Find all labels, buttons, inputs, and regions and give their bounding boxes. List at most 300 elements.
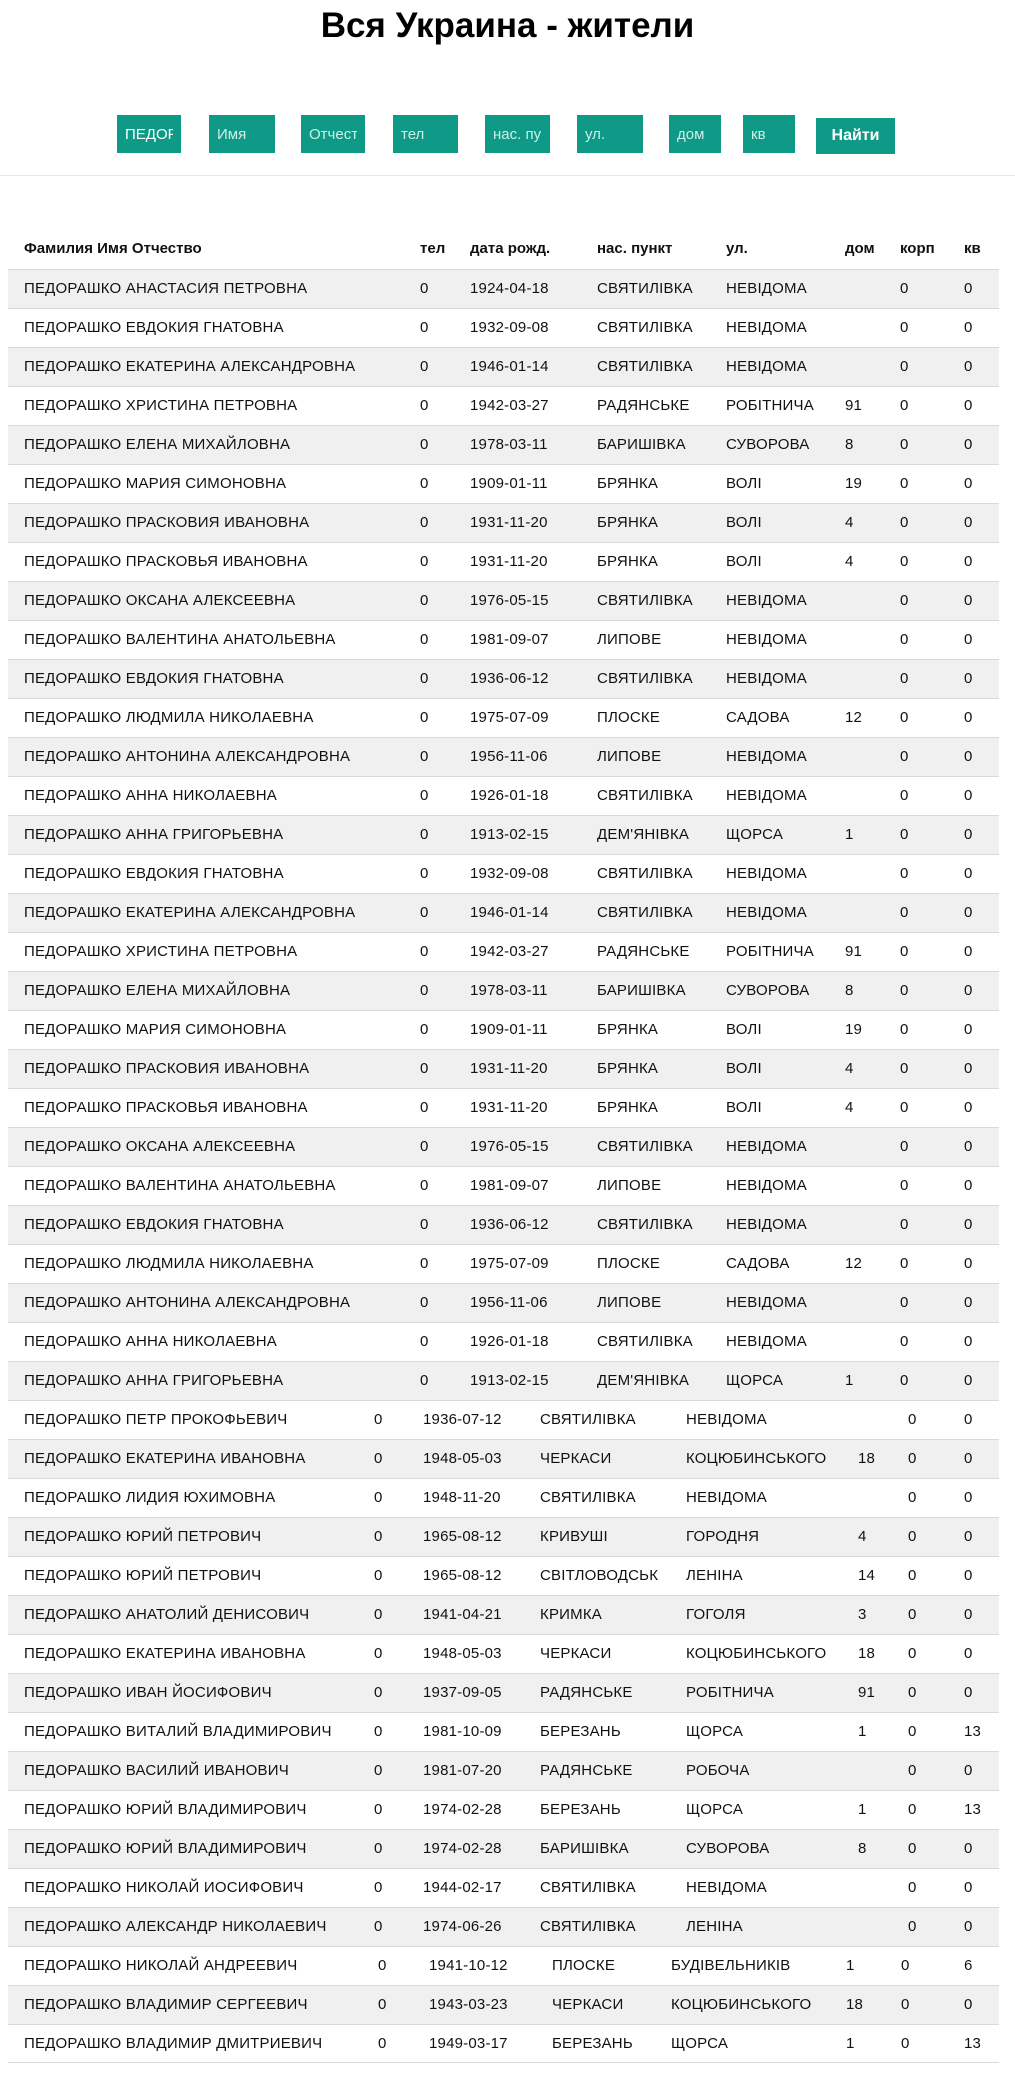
cell-house: 91: [845, 943, 863, 960]
table-row: [8, 308, 999, 347]
cell-fio: ПЕДОРАШКО АНАТОЛИЙ ДЕНИСОВИЧ: [24, 1606, 310, 1623]
cell-house: 1: [845, 1372, 854, 1389]
cell-settlement: СВЯТИЛІВКА: [597, 1138, 693, 1155]
cell-street: КОЦЮБИНСЬКОГО: [686, 1645, 827, 1662]
surname-input[interactable]: [117, 115, 181, 153]
cell-fio: ПЕДОРАШКО ЛИДИЯ ЮХИМОВНА: [24, 1489, 276, 1506]
cell-fio: ПЕДОРАШКО ЛЮДМИЛА НИКОЛАЕВНА: [24, 1255, 314, 1272]
table-row: [8, 1751, 999, 1790]
cell-building: 0: [908, 1528, 917, 1545]
cell-apartment: 0: [964, 1411, 973, 1428]
cell-fio: ПЕДОРАШКО АННА ГРИГОРЬЕВНА: [24, 826, 284, 843]
cell-house: 1: [845, 826, 854, 843]
cell-apartment: 0: [964, 436, 973, 453]
cell-birthdate: 1942-03-27: [470, 397, 549, 414]
results-block-2: [0, 1400, 1015, 1946]
table-row: [8, 1049, 999, 1088]
table-row: [8, 1790, 999, 1829]
cell-street: ГОРОДНЯ: [686, 1528, 760, 1545]
cell-birthdate: 1931-11-20: [470, 1099, 548, 1116]
cell-street: СУВОРОВА: [726, 436, 810, 453]
cell-building: 0: [900, 475, 909, 492]
cell-settlement: РАДЯНСЬКЕ: [597, 397, 690, 414]
cell-birthdate: 1943-03-23: [429, 1996, 508, 2013]
cell-fio: ПЕДОРАШКО ПРАСКОВИЯ ИВАНОВНА: [24, 514, 310, 531]
cell-birthdate: 1936-06-12: [470, 670, 549, 687]
cell-building: 0: [908, 1567, 917, 1584]
house-input[interactable]: [669, 115, 721, 153]
cell-house: 14: [858, 1567, 876, 1584]
cell-street: НЕВІДОМА: [726, 280, 807, 297]
cell-building: 0: [900, 943, 909, 960]
cell-phone: 0: [378, 2035, 387, 2052]
cell-apartment: 0: [964, 280, 973, 297]
cell-street: СУВОРОВА: [726, 982, 810, 999]
cell-birthdate: 1936-07-12: [423, 1411, 502, 1428]
cell-building: 0: [908, 1411, 917, 1428]
cell-building: 0: [900, 592, 909, 609]
cell-settlement: РАДЯНСЬКЕ: [597, 943, 690, 960]
cell-settlement: СВЯТИЛІВКА: [597, 1216, 693, 1233]
cell-settlement: БРЯНКА: [597, 553, 659, 570]
cell-house: 1: [846, 1957, 855, 1974]
cell-street: ЩОРСА: [726, 1372, 784, 1389]
name-input[interactable]: [209, 115, 275, 153]
cell-birthdate: 1909-01-11: [470, 1021, 548, 1038]
cell-birthdate: 1936-06-12: [470, 1216, 549, 1233]
cell-apartment: 0: [964, 1567, 973, 1584]
cell-phone: 0: [374, 1606, 383, 1623]
cell-street: ЩОРСА: [726, 826, 784, 843]
results-table: [0, 230, 1015, 2063]
table-row: [8, 1400, 999, 1439]
cell-street: ВОЛІ: [726, 553, 762, 570]
cell-street: ГОГОЛЯ: [686, 1606, 746, 1623]
cell-house: 91: [845, 397, 863, 414]
table-row: [8, 464, 999, 503]
cell-street: БУДІВЕЛЬНИКІВ: [671, 1957, 791, 1974]
table-row: [8, 1595, 999, 1634]
cell-house: 18: [858, 1450, 876, 1467]
cell-street: НЕВІДОМА: [726, 1216, 807, 1233]
cell-phone: 0: [420, 787, 429, 804]
cell-apartment: 0: [964, 514, 973, 531]
cell-birthdate: 1981-09-07: [470, 1177, 549, 1194]
cell-settlement: РАДЯНСЬКЕ: [540, 1684, 633, 1701]
cell-street: КОЦЮБИНСЬКОГО: [671, 1996, 812, 2013]
cell-building: 0: [908, 1723, 917, 1740]
find-button[interactable]: Найти: [816, 118, 895, 154]
cell-street: НЕВІДОМА: [726, 904, 807, 921]
cell-apartment: 0: [964, 1021, 973, 1038]
cell-phone: 0: [420, 1372, 429, 1389]
table-row: [8, 1634, 999, 1673]
cell-fio: ПЕДОРАШКО ПРАСКОВЬЯ ИВАНОВНА: [24, 553, 308, 570]
table-row: [8, 1010, 999, 1049]
header-street: ул.: [726, 240, 748, 257]
cell-apartment: 0: [964, 319, 973, 336]
cell-birthdate: 1948-11-20: [423, 1489, 501, 1506]
cell-house: 8: [858, 1840, 867, 1857]
cell-fio: ПЕДОРАШКО ЮРИЙ ВЛАДИМИРОВИЧ: [24, 1801, 307, 1818]
cell-street: ЩОРСА: [686, 1723, 744, 1740]
header-apartment: кв: [964, 240, 981, 257]
table-row: [8, 1556, 999, 1595]
cell-fio: ПЕДОРАШКО ЕЛЕНА МИХАЙЛОВНА: [24, 982, 291, 999]
cell-settlement: БАРИШІВКА: [540, 1840, 629, 1857]
cell-settlement: СВЯТИЛІВКА: [540, 1918, 636, 1935]
cell-street: ЩОРСА: [671, 2035, 729, 2052]
cell-house: 4: [845, 514, 854, 531]
cell-settlement: ЛИПОВЕ: [597, 1294, 662, 1311]
cell-street: НЕВІДОМА: [726, 592, 807, 609]
cell-street: ВОЛІ: [726, 1060, 762, 1077]
cell-street: ЛЕНІНА: [686, 1567, 743, 1584]
cell-house: 91: [858, 1684, 876, 1701]
cell-settlement: СВЯТИЛІВКА: [597, 904, 693, 921]
cell-street: НЕВІДОМА: [726, 1177, 807, 1194]
cell-apartment: 0: [964, 982, 973, 999]
cell-apartment: 0: [964, 1138, 973, 1155]
cell-building: 0: [900, 358, 909, 375]
cell-building: 0: [900, 670, 909, 687]
cell-birthdate: 1949-03-17: [429, 2035, 508, 2052]
cell-fio: ПЕДОРАШКО ЕКАТЕРИНА ИВАНОВНА: [24, 1645, 306, 1662]
cell-birthdate: 1932-09-08: [470, 319, 549, 336]
cell-street: РОБІТНИЧА: [686, 1684, 774, 1701]
cell-apartment: 13: [964, 1801, 982, 1818]
cell-phone: 0: [374, 1450, 383, 1467]
cell-birthdate: 1965-08-12: [423, 1528, 502, 1545]
cell-street: НЕВІДОМА: [726, 319, 807, 336]
table-row: [8, 425, 999, 464]
cell-house: 4: [858, 1528, 867, 1545]
cell-settlement: ПЛОСКЕ: [597, 709, 661, 726]
cell-settlement: СВЯТИЛІВКА: [597, 592, 693, 609]
cell-fio: ПЕДОРАШКО НИКОЛАЙ АНДРЕЕВИЧ: [24, 1957, 298, 1974]
cell-building: 0: [900, 553, 909, 570]
cell-building: 0: [900, 280, 909, 297]
phone-input[interactable]: [393, 115, 458, 153]
table-row: [8, 347, 999, 386]
cell-apartment: 0: [964, 943, 973, 960]
cell-phone: 0: [420, 514, 429, 531]
cell-settlement: СВЯТИЛІВКА: [540, 1411, 636, 1428]
street-input[interactable]: [577, 115, 643, 153]
cell-apartment: 0: [964, 631, 973, 648]
cell-settlement: ЛИПОВЕ: [597, 1177, 662, 1194]
cell-building: 0: [908, 1450, 917, 1467]
cell-fio: ПЕДОРАШКО АННА НИКОЛАЕВНА: [24, 1333, 277, 1350]
table-header: [8, 230, 999, 269]
table-row: [8, 854, 999, 893]
cell-fio: ПЕДОРАШКО ОКСАНА АЛЕКСЕЕВНА: [24, 592, 296, 609]
cell-street: ВОЛІ: [726, 475, 762, 492]
cell-settlement: БРЯНКА: [597, 1060, 659, 1077]
cell-apartment: 13: [964, 1723, 982, 1740]
cell-building: 0: [900, 1138, 909, 1155]
cell-street: НЕВІДОМА: [686, 1411, 767, 1428]
table-row: [8, 1829, 999, 1868]
cell-fio: ПЕДОРАШКО АНТОНИНА АЛЕКСАНДРОВНА: [24, 1294, 351, 1311]
header-house: дом: [845, 240, 875, 257]
cell-birthdate: 1975-07-09: [470, 709, 549, 726]
cell-phone: 0: [420, 1177, 429, 1194]
table-row: [8, 2024, 999, 2063]
cell-phone: 0: [374, 1489, 383, 1506]
cell-apartment: 0: [964, 1216, 973, 1233]
cell-settlement: СВЯТИЛІВКА: [540, 1489, 636, 1506]
cell-fio: ПЕДОРАШКО ПРАСКОВЬЯ ИВАНОВНА: [24, 1099, 308, 1116]
cell-apartment: 0: [964, 475, 973, 492]
cell-house: 18: [846, 1996, 864, 2013]
cell-house: 1: [858, 1723, 867, 1740]
cell-building: 0: [900, 1216, 909, 1233]
cell-phone: 0: [420, 1099, 429, 1116]
cell-street: ВОЛІ: [726, 514, 762, 531]
cell-street: ЛЕНІНА: [686, 1918, 743, 1935]
cell-settlement: СВЯТИЛІВКА: [597, 280, 693, 297]
table-row: [8, 737, 999, 776]
cell-phone: 0: [374, 1918, 383, 1935]
cell-building: 0: [900, 826, 909, 843]
cell-building: 0: [908, 1840, 917, 1857]
cell-settlement: ЛИПОВЕ: [597, 748, 662, 765]
cell-house: 12: [845, 709, 863, 726]
cell-house: 4: [845, 1060, 854, 1077]
cell-apartment: 0: [964, 1606, 973, 1623]
cell-birthdate: 1909-01-11: [470, 475, 548, 492]
table-row: [8, 932, 999, 971]
apartment-input[interactable]: [743, 115, 795, 153]
cell-birthdate: 1913-02-15: [470, 826, 549, 843]
cell-fio: ПЕДОРАШКО ЕКАТЕРИНА АЛЕКСАНДРОВНА: [24, 358, 356, 375]
cell-fio: ПЕДОРАШКО ИВАН ЙОСИФОВИЧ: [24, 1684, 272, 1701]
cell-fio: ПЕДОРАШКО ЮРИЙ ВЛАДИМИРОВИЧ: [24, 1840, 307, 1857]
table-row: [8, 659, 999, 698]
cell-apartment: 0: [964, 748, 973, 765]
cell-birthdate: 1941-04-21: [423, 1606, 502, 1623]
cell-birthdate: 1974-06-26: [423, 1918, 502, 1935]
cell-phone: 0: [420, 1060, 429, 1077]
cell-settlement: СВЯТИЛІВКА: [597, 319, 693, 336]
cell-fio: ПЕДОРАШКО ВАСИЛИЙ ИВАНОВИЧ: [24, 1762, 289, 1779]
table-row: [8, 1985, 999, 2024]
cell-settlement: КРИВУШІ: [540, 1528, 608, 1545]
cell-fio: ПЕДОРАШКО ВАЛЕНТИНА АНАТОЛЬЕВНА: [24, 1177, 336, 1194]
cell-settlement: БРЯНКА: [597, 1021, 659, 1038]
cell-phone: 0: [420, 280, 429, 297]
cell-street: КОЦЮБИНСЬКОГО: [686, 1450, 827, 1467]
cell-settlement: БАРИШІВКА: [597, 436, 686, 453]
results-block-1: [0, 269, 1015, 1400]
table-row: [8, 1517, 999, 1556]
cell-street: РОБІТНИЧА: [726, 943, 814, 960]
cell-settlement: ЛИПОВЕ: [597, 631, 662, 648]
settlement-input[interactable]: [485, 115, 550, 153]
cell-house: 12: [845, 1255, 863, 1272]
table-row: [8, 1322, 999, 1361]
cell-apartment: 0: [964, 1762, 973, 1779]
cell-birthdate: 1926-01-18: [470, 787, 549, 804]
cell-building: 0: [908, 1684, 917, 1701]
cell-fio: ПЕДОРАШКО ЮРИЙ ПЕТРОВИЧ: [24, 1528, 262, 1545]
cell-phone: 0: [420, 748, 429, 765]
cell-apartment: 0: [964, 1684, 973, 1701]
cell-birthdate: 1981-07-20: [423, 1762, 502, 1779]
cell-phone: 0: [374, 1645, 383, 1662]
cell-building: 0: [900, 319, 909, 336]
table-row: [8, 1478, 999, 1517]
cell-settlement: БЕРЕЗАНЬ: [540, 1723, 621, 1740]
cell-building: 0: [900, 1255, 909, 1272]
table-row: [8, 1088, 999, 1127]
cell-settlement: БРЯНКА: [597, 514, 659, 531]
cell-apartment: 0: [964, 709, 973, 726]
table-row: [8, 1283, 999, 1322]
cell-building: 0: [900, 982, 909, 999]
cell-fio: ПЕДОРАШКО ВЛАДИМИР СЕРГЕЕВИЧ: [24, 1996, 308, 2013]
cell-fio: ПЕДОРАШКО АНАСТАСИЯ ПЕТРОВНА: [24, 280, 308, 297]
cell-phone: 0: [420, 631, 429, 648]
cell-building: 0: [908, 1918, 917, 1935]
cell-fio: ПЕДОРАШКО ОКСАНА АЛЕКСЕЕВНА: [24, 1138, 296, 1155]
header-phone: тел: [420, 240, 446, 257]
cell-apartment: 0: [964, 670, 973, 687]
table-row: [8, 1712, 999, 1751]
cell-birthdate: 1978-03-11: [470, 982, 548, 999]
cell-house: 8: [845, 436, 854, 453]
cell-settlement: ЧЕРКАСИ: [540, 1450, 612, 1467]
cell-house: 1: [846, 2035, 855, 2052]
cell-house: 4: [845, 1099, 854, 1116]
cell-fio: ПЕДОРАШКО ВИТАЛИЙ ВЛАДИМИРОВИЧ: [24, 1723, 332, 1740]
cell-apartment: 0: [964, 904, 973, 921]
cell-birthdate: 1975-07-09: [470, 1255, 549, 1272]
patronymic-input[interactable]: [301, 115, 365, 153]
cell-building: 0: [900, 397, 909, 414]
cell-fio: ПЕДОРАШКО ВАЛЕНТИНА АНАТОЛЬЕВНА: [24, 631, 336, 648]
table-row: [8, 1673, 999, 1712]
cell-apartment: 0: [964, 1099, 973, 1116]
cell-phone: 0: [374, 1840, 383, 1857]
cell-building: 0: [901, 2035, 910, 2052]
cell-fio: ПЕДОРАШКО ЕЛЕНА МИХАЙЛОВНА: [24, 436, 291, 453]
cell-street: НЕВІДОМА: [686, 1879, 767, 1896]
cell-apartment: 0: [964, 1372, 973, 1389]
cell-phone: 0: [420, 982, 429, 999]
cell-fio: ПЕДОРАШКО МАРИЯ СИМОНОВНА: [24, 475, 287, 492]
cell-street: НЕВІДОМА: [686, 1489, 767, 1506]
cell-house: 19: [845, 475, 863, 492]
cell-apartment: 0: [964, 1255, 973, 1272]
cell-building: 0: [908, 1801, 917, 1818]
cell-building: 0: [908, 1606, 917, 1623]
cell-settlement: ПЛОСКЕ: [552, 1957, 616, 1974]
cell-building: 0: [900, 709, 909, 726]
cell-apartment: 13: [964, 2035, 982, 2052]
cell-birthdate: 1941-10-12: [429, 1957, 508, 1974]
cell-building: 0: [900, 1060, 909, 1077]
cell-fio: ПЕДОРАШКО ХРИСТИНА ПЕТРОВНА: [24, 397, 298, 414]
cell-phone: 0: [420, 709, 429, 726]
cell-house: 18: [858, 1645, 876, 1662]
cell-phone: 0: [420, 1255, 429, 1272]
cell-phone: 0: [420, 592, 429, 609]
cell-phone: 0: [420, 1021, 429, 1038]
cell-apartment: 0: [964, 592, 973, 609]
cell-phone: 0: [420, 1294, 429, 1311]
table-row: [8, 1907, 999, 1946]
cell-birthdate: 1981-10-09: [423, 1723, 502, 1740]
cell-street: НЕВІДОМА: [726, 748, 807, 765]
cell-building: 0: [900, 1333, 909, 1350]
cell-fio: ПЕДОРАШКО ЛЮДМИЛА НИКОЛАЕВНА: [24, 709, 314, 726]
table-row: [8, 503, 999, 542]
cell-apartment: 0: [964, 358, 973, 375]
cell-apartment: 0: [964, 826, 973, 843]
cell-building: 0: [901, 1996, 910, 2013]
cell-phone: 0: [420, 436, 429, 453]
cell-fio: ПЕДОРАШКО ЕКАТЕРИНА ИВАНОВНА: [24, 1450, 306, 1467]
table-row: [8, 581, 999, 620]
cell-settlement: ЧЕРКАСИ: [552, 1996, 624, 2013]
cell-birthdate: 1976-05-15: [470, 592, 549, 609]
cell-settlement: СВЯТИЛІВКА: [597, 1333, 693, 1350]
cell-phone: 0: [420, 358, 429, 375]
cell-house: 3: [858, 1606, 867, 1623]
cell-apartment: 0: [964, 1450, 973, 1467]
cell-phone: 0: [374, 1684, 383, 1701]
header-fio: Фамилия Имя Отчество: [24, 240, 202, 257]
cell-phone: 0: [374, 1762, 383, 1779]
cell-house: 8: [845, 982, 854, 999]
cell-apartment: 0: [964, 1840, 973, 1857]
cell-apartment: 0: [964, 1489, 973, 1506]
cell-building: 0: [900, 865, 909, 882]
table-row: [8, 620, 999, 659]
table-row: [8, 542, 999, 581]
cell-phone: 0: [420, 319, 429, 336]
cell-settlement: РАДЯНСЬКЕ: [540, 1762, 633, 1779]
results-block-3: [0, 1946, 1015, 2063]
cell-birthdate: 1931-11-20: [470, 553, 548, 570]
cell-apartment: 0: [964, 1996, 973, 2013]
cell-fio: ПЕДОРАШКО ПЕТР ПРОКОФЬЕВИЧ: [24, 1411, 288, 1428]
cell-building: 0: [900, 1372, 909, 1389]
cell-fio: ПЕДОРАШКО ЕВДОКИЯ ГНАТОВНА: [24, 865, 284, 882]
cell-settlement: ДЕМ'ЯНІВКА: [597, 826, 690, 843]
cell-fio: ПЕДОРАШКО ЮРИЙ ПЕТРОВИЧ: [24, 1567, 262, 1584]
cell-phone: 0: [420, 904, 429, 921]
cell-phone: 0: [420, 826, 429, 843]
cell-building: 0: [908, 1879, 917, 1896]
cell-street: НЕВІДОМА: [726, 670, 807, 687]
cell-building: 0: [900, 1177, 909, 1194]
cell-settlement: БРЯНКА: [597, 475, 659, 492]
cell-apartment: 0: [964, 553, 973, 570]
cell-street: РОБІТНИЧА: [726, 397, 814, 414]
cell-birthdate: 1956-11-06: [470, 748, 548, 765]
cell-street: НЕВІДОМА: [726, 865, 807, 882]
header-settlement: нас. пункт: [597, 240, 673, 257]
cell-building: 0: [900, 514, 909, 531]
cell-building: 0: [900, 787, 909, 804]
cell-fio: ПЕДОРАШКО ЕВДОКИЯ ГНАТОВНА: [24, 1216, 284, 1233]
cell-apartment: 6: [964, 1957, 973, 1974]
cell-fio: ПЕДОРАШКО АНТОНИНА АЛЕКСАНДРОВНА: [24, 748, 351, 765]
cell-street: ВОЛІ: [726, 1099, 762, 1116]
